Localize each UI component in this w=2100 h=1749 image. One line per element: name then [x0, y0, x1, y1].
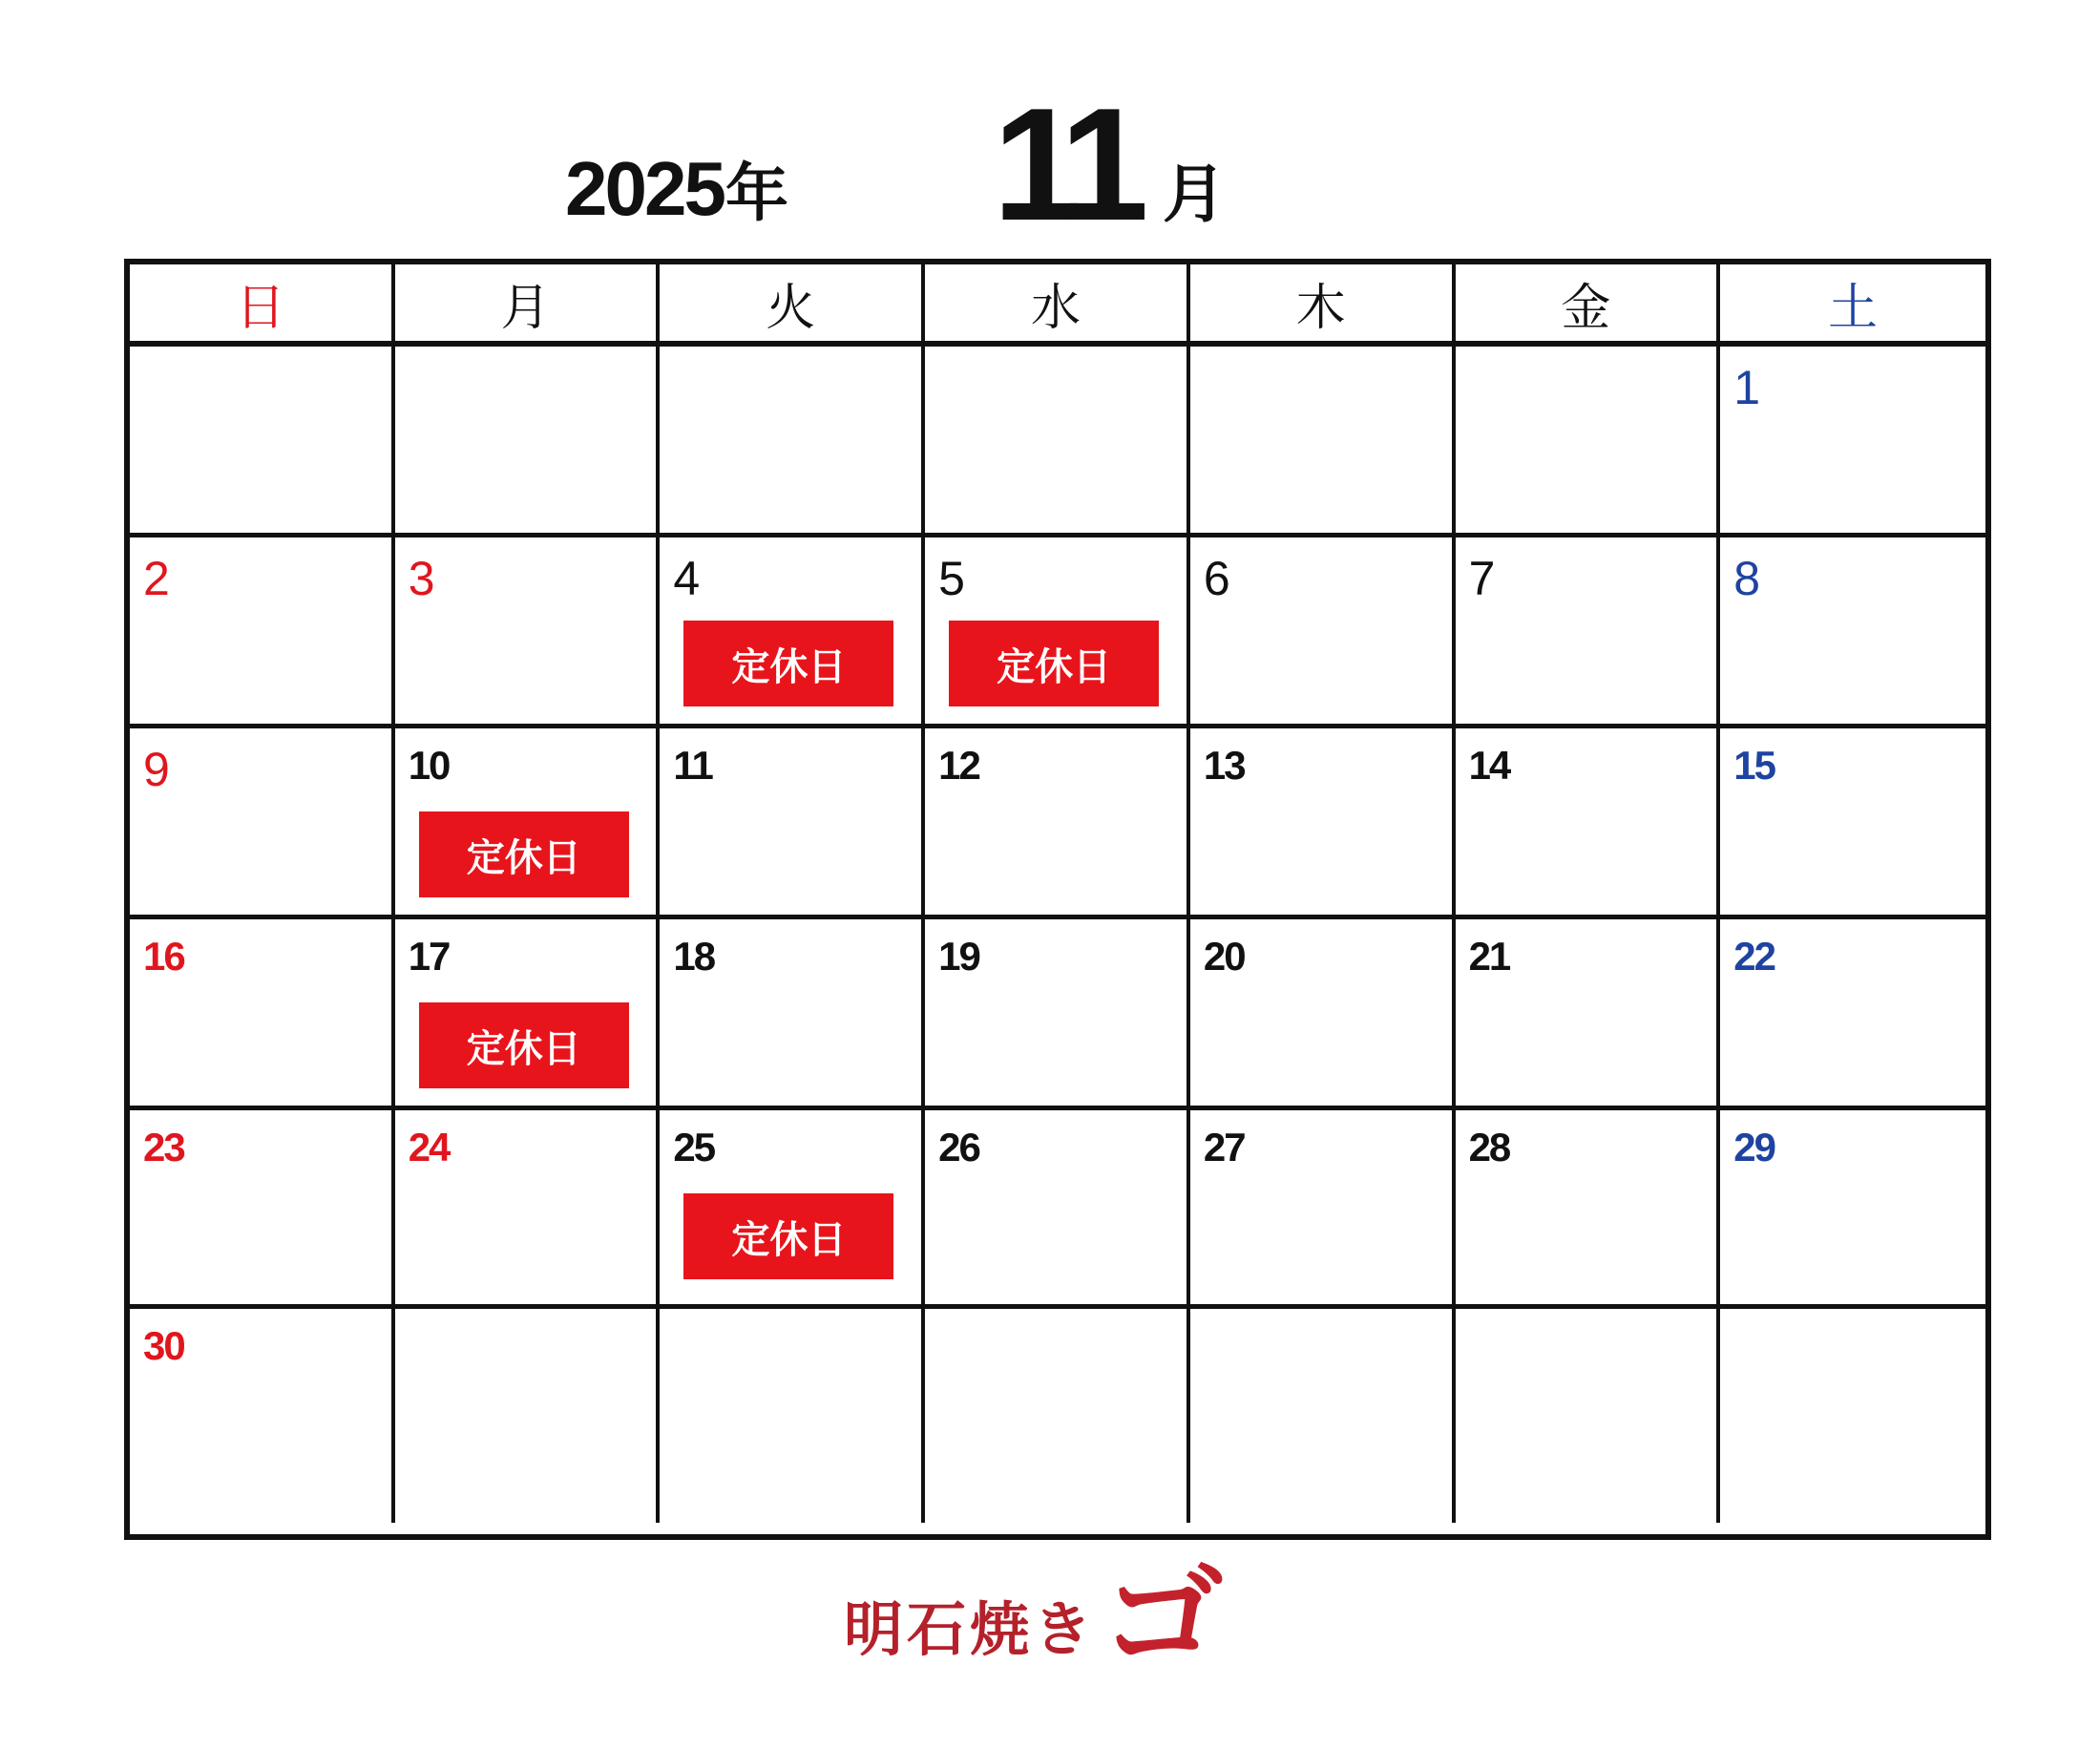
day-cell	[660, 728, 925, 919]
empty-day-cell	[660, 347, 925, 537]
empty-day-cell	[1720, 1309, 1985, 1523]
day-number: 11	[673, 743, 712, 788]
day-cell	[395, 537, 661, 728]
day-cell	[130, 1309, 395, 1523]
day-number: 1	[1733, 361, 1761, 414]
weekday-sunday: 日	[130, 264, 395, 347]
day-cell	[130, 537, 395, 728]
day-number: 5	[938, 552, 965, 605]
day-cell	[1190, 1110, 1456, 1309]
day-number: 3	[408, 552, 435, 605]
closed-day-badge: 定休日	[683, 1193, 893, 1279]
day-number: 7	[1468, 552, 1496, 605]
day-cell	[130, 919, 395, 1110]
month-unit: 月	[1163, 158, 1226, 229]
weekday-saturday: 土	[1720, 264, 1985, 347]
empty-day-cell	[1456, 347, 1721, 537]
day-number: 19	[938, 934, 979, 979]
weekday-thursday: 木	[1190, 264, 1456, 347]
day-number: 6	[1203, 552, 1230, 605]
day-cell	[1456, 1110, 1721, 1309]
empty-day-cell	[130, 347, 395, 537]
day-cell	[1190, 537, 1456, 728]
empty-day-cell	[395, 347, 661, 537]
day-number: 18	[673, 934, 715, 979]
day-number: 23	[143, 1125, 184, 1170]
day-cell	[925, 728, 1190, 919]
day-number: 29	[1733, 1125, 1774, 1170]
empty-day-cell	[925, 1309, 1190, 1523]
day-cell	[925, 537, 1190, 728]
day-cell	[1720, 919, 1985, 1110]
day-cell	[1190, 919, 1456, 1110]
day-cell	[1720, 347, 1985, 537]
day-number: 24	[408, 1125, 450, 1170]
day-number: 14	[1468, 743, 1510, 788]
empty-day-cell	[925, 347, 1190, 537]
weekday-tuesday: 火	[660, 264, 925, 347]
day-number: 27	[1203, 1125, 1245, 1170]
empty-day-cell	[1190, 1309, 1456, 1523]
day-number: 4	[673, 552, 701, 605]
year-label	[565, 146, 788, 231]
day-cell	[660, 919, 925, 1110]
day-cell	[660, 537, 925, 728]
day-number: 25	[673, 1125, 715, 1170]
day-cell	[1720, 537, 1985, 728]
day-number: 26	[938, 1125, 979, 1170]
logo-mark: ゴ	[1102, 1548, 1225, 1690]
day-number: 21	[1468, 934, 1510, 979]
closed-day-badge: 定休日	[683, 621, 893, 706]
closed-day-badge: 定休日	[949, 621, 1159, 706]
empty-day-cell	[1190, 347, 1456, 537]
day-cell	[1456, 728, 1721, 919]
day-cell	[1456, 919, 1721, 1110]
day-cell	[660, 1110, 925, 1309]
empty-day-cell	[660, 1309, 925, 1523]
year-number: 2025	[565, 146, 724, 231]
weekday-wednesday: 水	[925, 264, 1190, 347]
day-number: 10	[408, 743, 450, 788]
month-number: 11	[993, 74, 1136, 254]
brand-logo	[844, 1548, 1225, 1690]
year-unit: 年	[724, 158, 788, 228]
day-cell	[130, 1110, 395, 1309]
day-cell	[1190, 728, 1456, 919]
empty-day-cell	[395, 1309, 661, 1523]
day-cell	[925, 1110, 1190, 1309]
weekday-monday: 月	[395, 264, 661, 347]
day-cell	[1720, 728, 1985, 919]
day-cell	[395, 728, 661, 919]
calendar-header	[0, 0, 2100, 258]
day-number: 20	[1203, 934, 1245, 979]
day-number: 17	[408, 934, 450, 979]
closed-day-badge: 定休日	[419, 811, 629, 897]
day-cell	[395, 919, 661, 1110]
day-cell	[130, 728, 395, 919]
empty-day-cell	[1456, 1309, 1721, 1523]
day-number: 15	[1733, 743, 1774, 788]
day-cell	[1456, 537, 1721, 728]
day-number: 2	[143, 552, 170, 605]
day-number: 12	[938, 743, 979, 788]
day-number: 22	[1733, 934, 1774, 979]
calendar-grid	[124, 259, 1991, 1540]
day-cell	[1720, 1110, 1985, 1309]
day-number: 8	[1733, 552, 1761, 605]
weekday-friday: 金	[1456, 264, 1721, 347]
day-number: 30	[143, 1323, 184, 1368]
day-cell	[925, 919, 1190, 1110]
day-number: 9	[143, 743, 170, 796]
day-number: 16	[143, 934, 184, 979]
day-number: 13	[1203, 743, 1245, 788]
day-number: 28	[1468, 1125, 1510, 1170]
day-cell	[395, 1110, 661, 1309]
logo-text: 明石焼き	[844, 1594, 1097, 1664]
closed-day-badge: 定休日	[419, 1002, 629, 1088]
